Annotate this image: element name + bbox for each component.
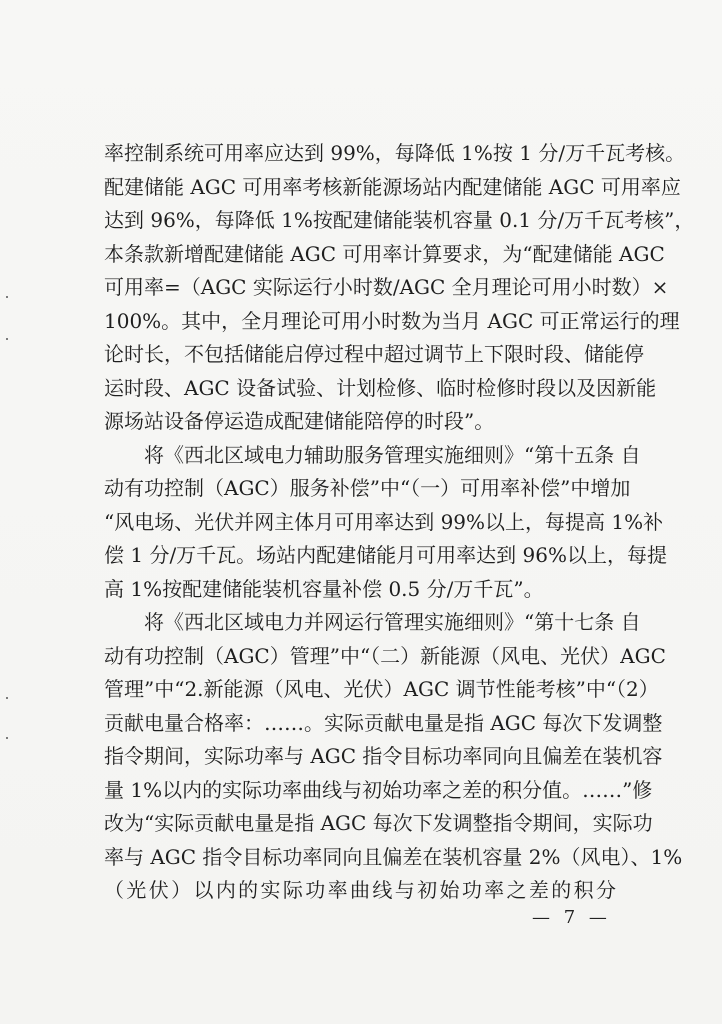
binding-mark bbox=[6, 697, 8, 699]
text-line: 配建储能 AGC 可用率考核新能源场站内配建储能 AGC 可用率应 bbox=[104, 174, 681, 199]
text-line: （光伏）以内的实际功率曲线与初始功率之差的积分 bbox=[104, 878, 616, 902]
text-line: 动有功控制（AGC）服务补偿”中“（一）可用率补偿”中增加 bbox=[104, 476, 631, 500]
text-line: 运时段、AGC 设备试验、计划检修、临时检修时段以及因新能 bbox=[104, 375, 657, 400]
text-line: 管理”中“2.新能源（风电、光伏）AGC 调节性能考核”中“（2） bbox=[104, 677, 659, 701]
text-line: 率与 AGC 指令目标功率同向且偏差在装机容量 2%（风电）、1% bbox=[104, 844, 683, 869]
text-line: 达到 96%，每降低 1%按配建储能装机容量 0.1 分/万千瓦考核”， bbox=[104, 208, 695, 232]
body-text bbox=[104, 137, 695, 908]
text-line: 指令期间，实际功率与 AGC 指令目标功率同向且偏差在装机容 bbox=[104, 744, 663, 768]
text-line: 高 1%按配建储能装机容量补偿 0.5 分/万千瓦”。 bbox=[104, 576, 544, 601]
text-line: “风电场、光伏并网主体月可用率达到 99%以上，每提高 1%补 bbox=[104, 509, 664, 534]
binding-mark bbox=[6, 737, 8, 739]
text-line: 100%。其中，全月理论可用小时数为当月 AGC 可正常运行的理 bbox=[104, 308, 680, 333]
text-line: 本条款新增配建储能 AGC 可用率计算要求，为“配建储能 AGC bbox=[104, 241, 665, 266]
text-line: 可用率=（AGC 实际运行小时数/AGC 全月理论可用小时数）× bbox=[104, 275, 669, 299]
page-number: — 7 — bbox=[532, 907, 611, 928]
paragraph-start-line: 将《西北区域电力辅助服务管理实施细则》“第十五条 自 bbox=[144, 442, 641, 467]
paragraph-start-line: 将《西北区域电力并网运行管理实施细则》“第十七条 自 bbox=[144, 610, 641, 634]
text-line: 率控制系统可用率应达到 99%，每降低 1%按 1 分/万千瓦考核。 bbox=[104, 141, 686, 165]
binding-mark bbox=[6, 296, 8, 298]
text-line: 改为“实际贡献电量是指 AGC 每次下发调整指令期间，实际功 bbox=[104, 811, 653, 835]
text-line: 贡献电量合格率：……。实际贡献电量是指 AGC 每次下发调整 bbox=[104, 710, 663, 735]
text-line: 量 1%以内的实际功率曲线与初始功率之差的积分值。……”修 bbox=[104, 777, 653, 802]
text-line: 动有功控制（AGC）管理”中“（二）新能源（风电、光伏）AGC bbox=[104, 643, 666, 668]
text-line: 源场站设备停运造成配建储能陪停的时段”。 bbox=[104, 409, 495, 433]
text-line: 偿 1 分/万千瓦。场站内配建储能月可用率达到 96%以上，每提 bbox=[104, 543, 667, 567]
text-line: 论时长，不包括储能启停过程中超过调节上下限时段、储能停 bbox=[104, 342, 644, 366]
binding-mark bbox=[6, 338, 8, 340]
